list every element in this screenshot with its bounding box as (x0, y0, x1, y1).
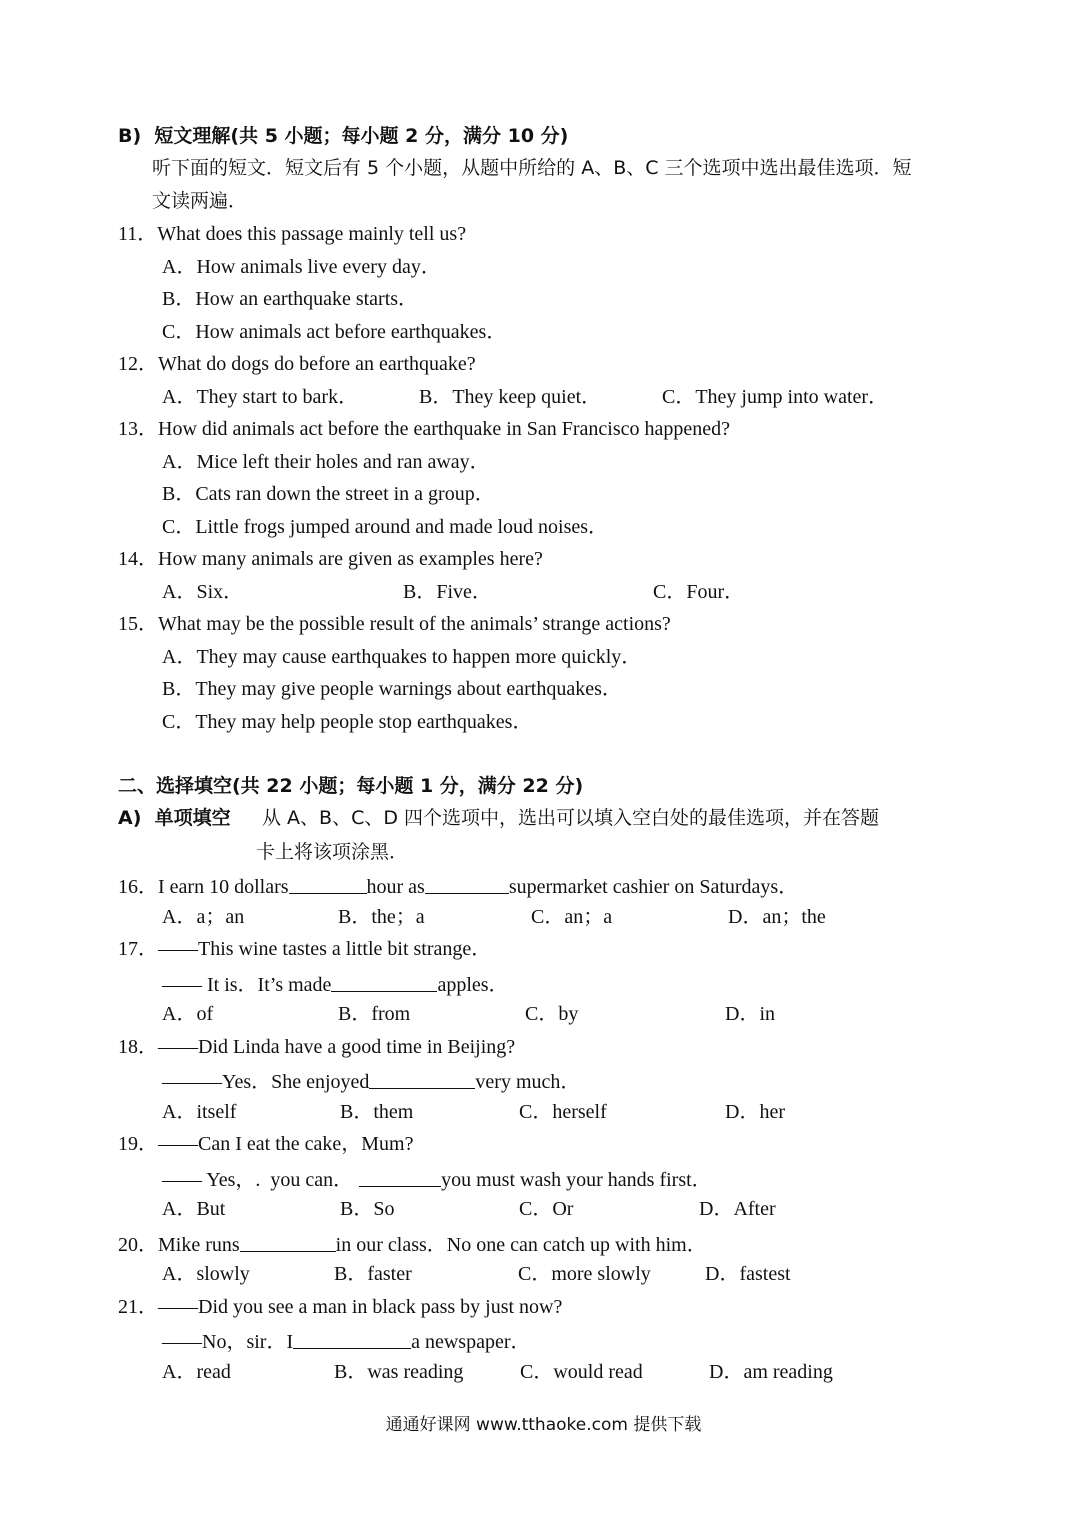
question-number: 17． (118, 938, 158, 960)
dialog-line-2-end: a newspaper． (411, 1331, 531, 1353)
option-c: C．by (525, 1003, 579, 1025)
option-d: D．am reading (709, 1361, 833, 1383)
option-a: A．Mice left their holes and ran away． (162, 451, 490, 473)
option-a: A．They start to bark． (162, 386, 359, 408)
section-2-title: 二、选择填空(共 22 小题；每小题 1 分，满分 22 分) (118, 775, 584, 797)
answer-blank (293, 1328, 411, 1349)
question-stem: What does this passage mainly tell us? (157, 223, 467, 245)
option-b: B．from (338, 1003, 411, 1025)
section-b-title: B) 短文理解(共 5 小题；每小题 2 分，满分 10 分) (118, 125, 569, 147)
option-a: A．itself (162, 1101, 237, 1123)
option-a: A．of (162, 1003, 214, 1025)
option-b: B．the；a (338, 906, 425, 928)
option-b: B．was reading (334, 1361, 464, 1383)
question-number: 15． (118, 613, 158, 635)
option-b: B．them (340, 1101, 414, 1123)
dialog-line-2: —— It is．It’s made (162, 974, 332, 996)
option-a: A．But (162, 1198, 226, 1220)
question-stem: How did animals act before the earthquake in San Francisco happened? (158, 418, 731, 440)
answer-blank (331, 971, 437, 992)
answer-blank (359, 1166, 441, 1187)
question-stem: How many animals are given as examples here? (158, 548, 543, 570)
question-stem: What may be the possible result of the animals’ strange actions? (158, 613, 671, 635)
option-c: C．an；a (531, 906, 613, 928)
option-a: A．read (162, 1361, 231, 1383)
option-a: A．a；an (162, 906, 245, 928)
option-d: D．fastest (705, 1263, 791, 1285)
question-number: 11． (118, 223, 158, 245)
question-stem: What do dogs do before an earthquake? (158, 353, 476, 375)
section-b-instruction-2: 文读两遍． (152, 190, 248, 212)
option-b: B．They keep quiet． (419, 386, 602, 408)
option-c: C．more slowly (518, 1263, 651, 1285)
option-a: A．Six． (162, 581, 244, 603)
question-stem-part-3: supermarket cashier on Saturdays． (508, 876, 799, 898)
option-c: C．They may help people stop earthquakes． (162, 711, 533, 733)
option-d: D．her (725, 1101, 785, 1123)
answer-blank (289, 873, 367, 894)
option-c: C．herself (519, 1101, 607, 1123)
option-d: D．an；the (728, 906, 826, 928)
question-number: 16． (118, 876, 158, 898)
question-number: 13． (118, 418, 158, 440)
answer-blank (369, 1068, 475, 1089)
dialog-line-2-end: apples． (437, 974, 509, 996)
question-stem-part-2: in our class．No one can catch up with him． (335, 1234, 707, 1256)
dialog-line-2: ———Yes．She enjoyed (162, 1071, 370, 1093)
option-b: B．faster (334, 1263, 412, 1285)
option-c: C．would read (520, 1361, 643, 1383)
answer-blank (240, 1231, 336, 1252)
dialog-line-2-end: you must wash your hands first． (441, 1169, 712, 1191)
section-2a-label: A) 单项填空 (118, 807, 231, 829)
question-number: 12． (118, 353, 158, 375)
page-footer: 通通好课网 www.tthaoke.com 提供下载 (385, 1415, 702, 1435)
question-number: 21． (118, 1296, 158, 1318)
dialog-line-1: ——Did Linda have a good time in Beijing? (158, 1036, 516, 1058)
option-c: C．Little frogs jumped around and made loud noises． (162, 516, 609, 538)
option-c: C．They jump into water． (662, 386, 889, 408)
section-2a-instruction-1: 从 A、B、C、D 四个选项中，选出可以填入空白处的最佳选项，并在答题 (262, 807, 880, 829)
option-b: B．Cats ran down the street in a group． (162, 483, 495, 505)
question-number: 14． (118, 548, 158, 570)
question-number: 18． (118, 1036, 158, 1058)
option-b: B．They may give people warnings about earthquakes． (162, 678, 622, 700)
section-2a-instruction-2: 卡上将该项涂黑． (256, 841, 409, 863)
answer-blank (425, 873, 509, 894)
option-b: B．How an earthquake starts． (162, 288, 419, 310)
option-a: A．They may cause earthquakes to happen more quickly． (162, 646, 642, 668)
option-d: D．in (725, 1003, 775, 1025)
dialog-line-2-end: very much． (475, 1071, 581, 1093)
option-b: B．Five． (403, 581, 492, 603)
option-a: A．How animals live every day． (162, 256, 441, 278)
option-d: D．After (699, 1198, 776, 1220)
option-c: C．Or (519, 1198, 574, 1220)
question-stem-part-1: I earn 10 dollars (158, 876, 289, 898)
dialog-line-2: —— Yes，. you can． (162, 1169, 354, 1191)
option-a: A．slowly (162, 1263, 250, 1285)
dialog-line-1: ——Can I eat the cake，Mum? (158, 1133, 414, 1155)
section-b-instruction-1: 听下面的短文．短文后有 5 个小题，从题中所给的 A、B、C 三个选项中选出最佳选项．短 (152, 157, 912, 179)
option-c: C．How animals act before earthquakes． (162, 321, 507, 343)
question-stem-part-2: hour as (366, 876, 425, 898)
option-b: B．So (340, 1198, 395, 1220)
option-c: C．Four． (653, 581, 745, 603)
dialog-line-2: ——No，sir．I (162, 1331, 294, 1353)
question-number: 20． (118, 1234, 158, 1256)
question-stem-part-1: Mike runs (158, 1234, 240, 1256)
question-number: 19． (118, 1133, 158, 1155)
dialog-line-1: ——This wine tastes a little bit strange． (158, 938, 492, 960)
dialog-line-1: ——Did you see a man in black pass by just now? (158, 1296, 563, 1318)
